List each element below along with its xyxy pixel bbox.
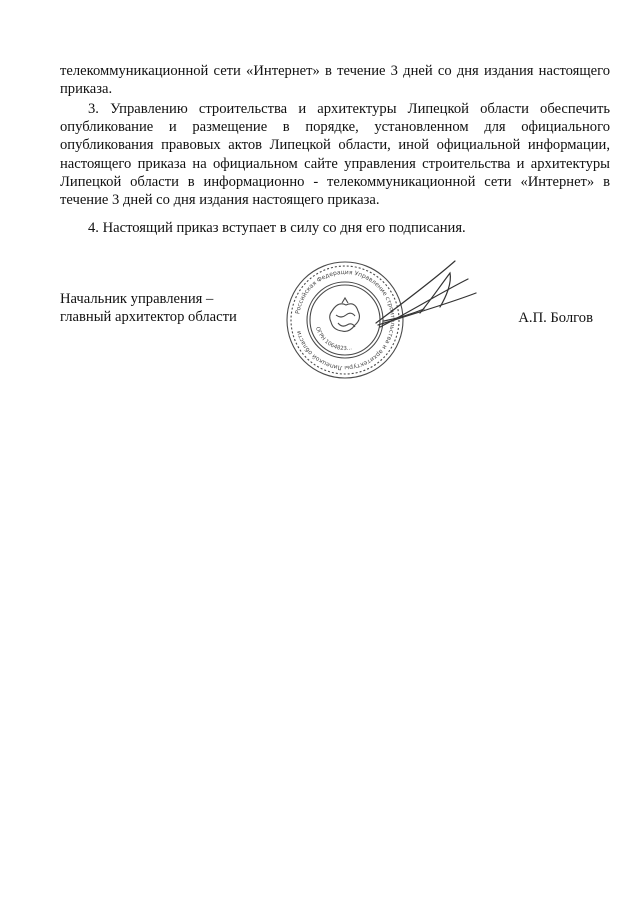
stamp-seal-icon [280, 253, 490, 388]
paragraph-3 [60, 100, 610, 209]
paragraph-4 [60, 219, 610, 237]
stamp-inner-text: ОГРН 1064823... [313, 326, 353, 353]
signer-position [60, 290, 237, 326]
paragraph-continuation [60, 62, 610, 98]
paragraph-3-text: 3. Управлению строительства и архитектуры Липецкой области обеспечить опубликование и размещение в порядке, установленном для официального опубликования правовых актов Липецкой области, иной официальной информации, настоящего приказа на официальном сайте управления строительства и архитектуры Липецкой области в информационно - телекоммуникационной сети «Интернет» в течение 3 дней со дня издания настоящего приказа. [60, 101, 610, 209]
signer-name: А.П. Болгов [518, 310, 593, 326]
paragraph-continuation-text: телекоммуникационной сети «Интернет» в течение 3 дней со дня издания настоящего приказа. [60, 63, 610, 98]
signer-position-line-1: Начальник управления – [60, 291, 214, 307]
stamp-outer-text: Российская Федерация Управление строительства и архитектуры Липецкой области [294, 268, 397, 372]
official-stamp-and-signature [280, 253, 490, 388]
paragraph-4-text: 4. Настоящий приказ вступает в силу со дня его подписания. [88, 220, 466, 236]
signer-position-line-2: главный архитектор области [60, 309, 237, 326]
